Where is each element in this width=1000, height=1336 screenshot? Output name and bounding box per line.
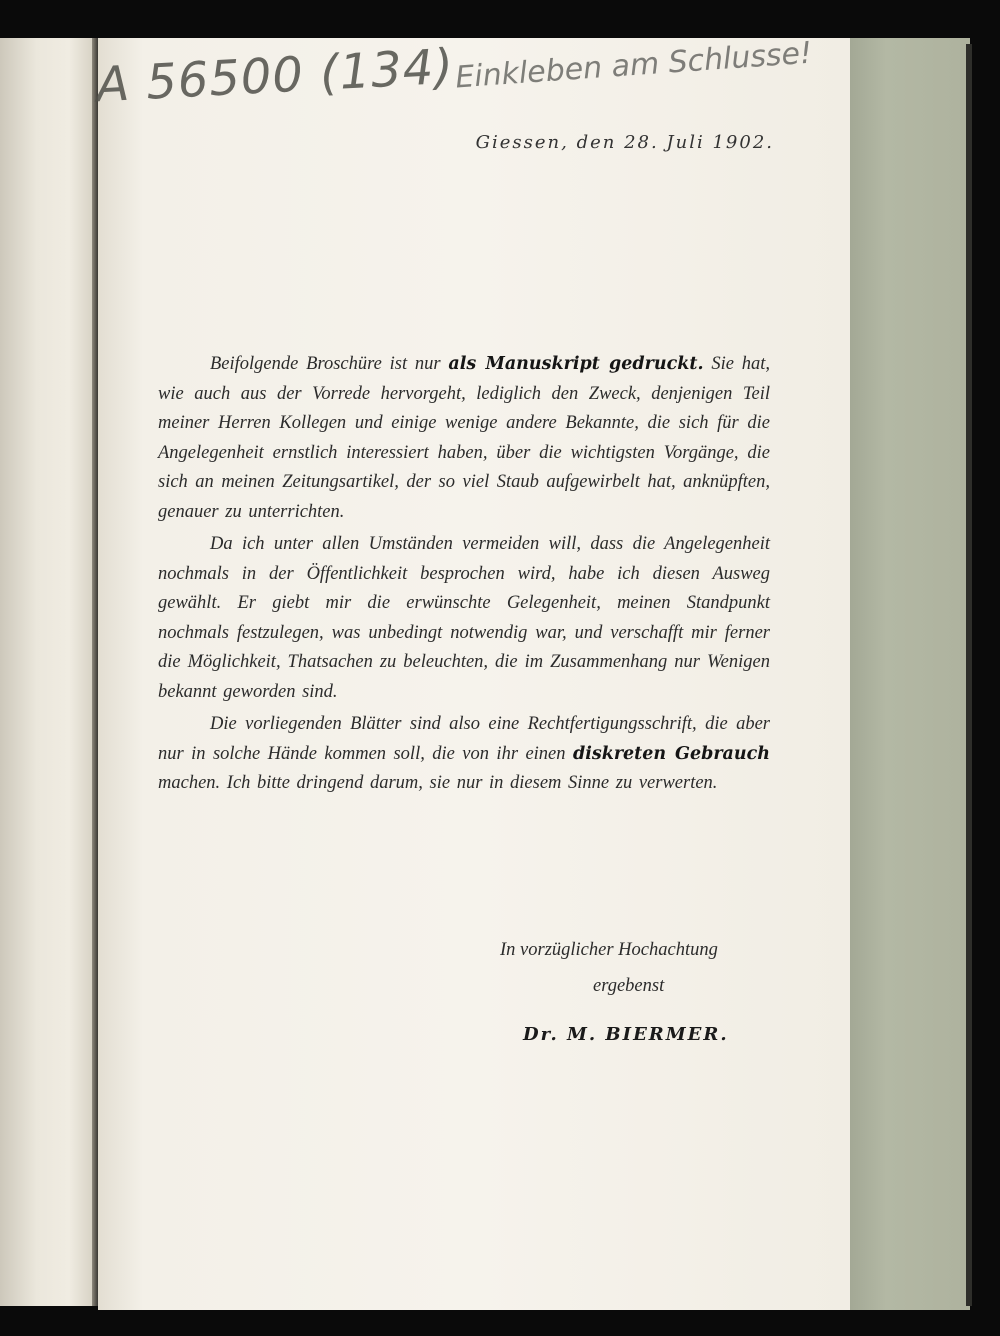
paragraph-3-text-b: machen. Ich bitte dringend darum, sie nur in diesem Sinne zu verwerten. — [158, 773, 718, 793]
paragraph-1 — [158, 350, 770, 527]
paragraph-1-bold: als Manuskript gedruckt. — [448, 354, 704, 374]
handwritten-note: Einkleben am Schlusse! — [454, 35, 814, 96]
dateline: Giessen, den 28. Juli 1902. — [475, 132, 774, 153]
letter-body — [158, 350, 770, 799]
paragraph-1-text-b: Sie hat, wie auch aus der Vorrede hervorgeht, lediglich den Zweck, denjenigen Teil meiner Herren Kollegen und einige wenige andere Bekannte, die sich für die Angelegenheit ernstlich interessiert haben, über die wichtigsten Vorgänge, die sich an meinen Zeitungsartikel, der so viel Staub aufgewirbelt hat, anknüpften, genauer zu unterrichten. — [158, 354, 770, 522]
endpaper — [850, 38, 970, 1310]
paragraph-3-text-a: Die vorliegenden Blätter sind also eine Rechtfertigungsschrift, die aber nur in solche Hände kommen soll, die von ihr einen — [158, 714, 770, 764]
left-page — [0, 38, 92, 1306]
closing-line-2: ergebenst — [593, 976, 665, 996]
paragraph-3-bold: diskreten Gebrauch — [572, 743, 770, 764]
paragraph-2: Da ich unter allen Umständen vermeiden will, dass die Angelegenheit nochmals in der Öffentlichkeit besprochen wird, habe ich diesen Ausweg gewählt. Er giebt mir die erwünschte Gelegenheit, meinen Standpunkt nochmals festzulegen, was unbedingt notwendig war, und verschafft mir ferner die Möglichkeit, Thatsachen zu beleuchten, die im Zusammenhang nur Wenigen bekannt geworden sind. — [158, 534, 770, 702]
handwritten-shelfmark: A 56500 (134) — [94, 38, 456, 114]
signature: Dr. M. BIERMER. — [523, 1024, 729, 1045]
paragraph-3 — [158, 710, 770, 799]
book-edge — [966, 44, 972, 1306]
closing-line-1: In vorzüglicher Hochachtung — [500, 940, 718, 960]
paragraph-1-text-a: Beifolgende Broschüre ist nur — [210, 354, 449, 374]
